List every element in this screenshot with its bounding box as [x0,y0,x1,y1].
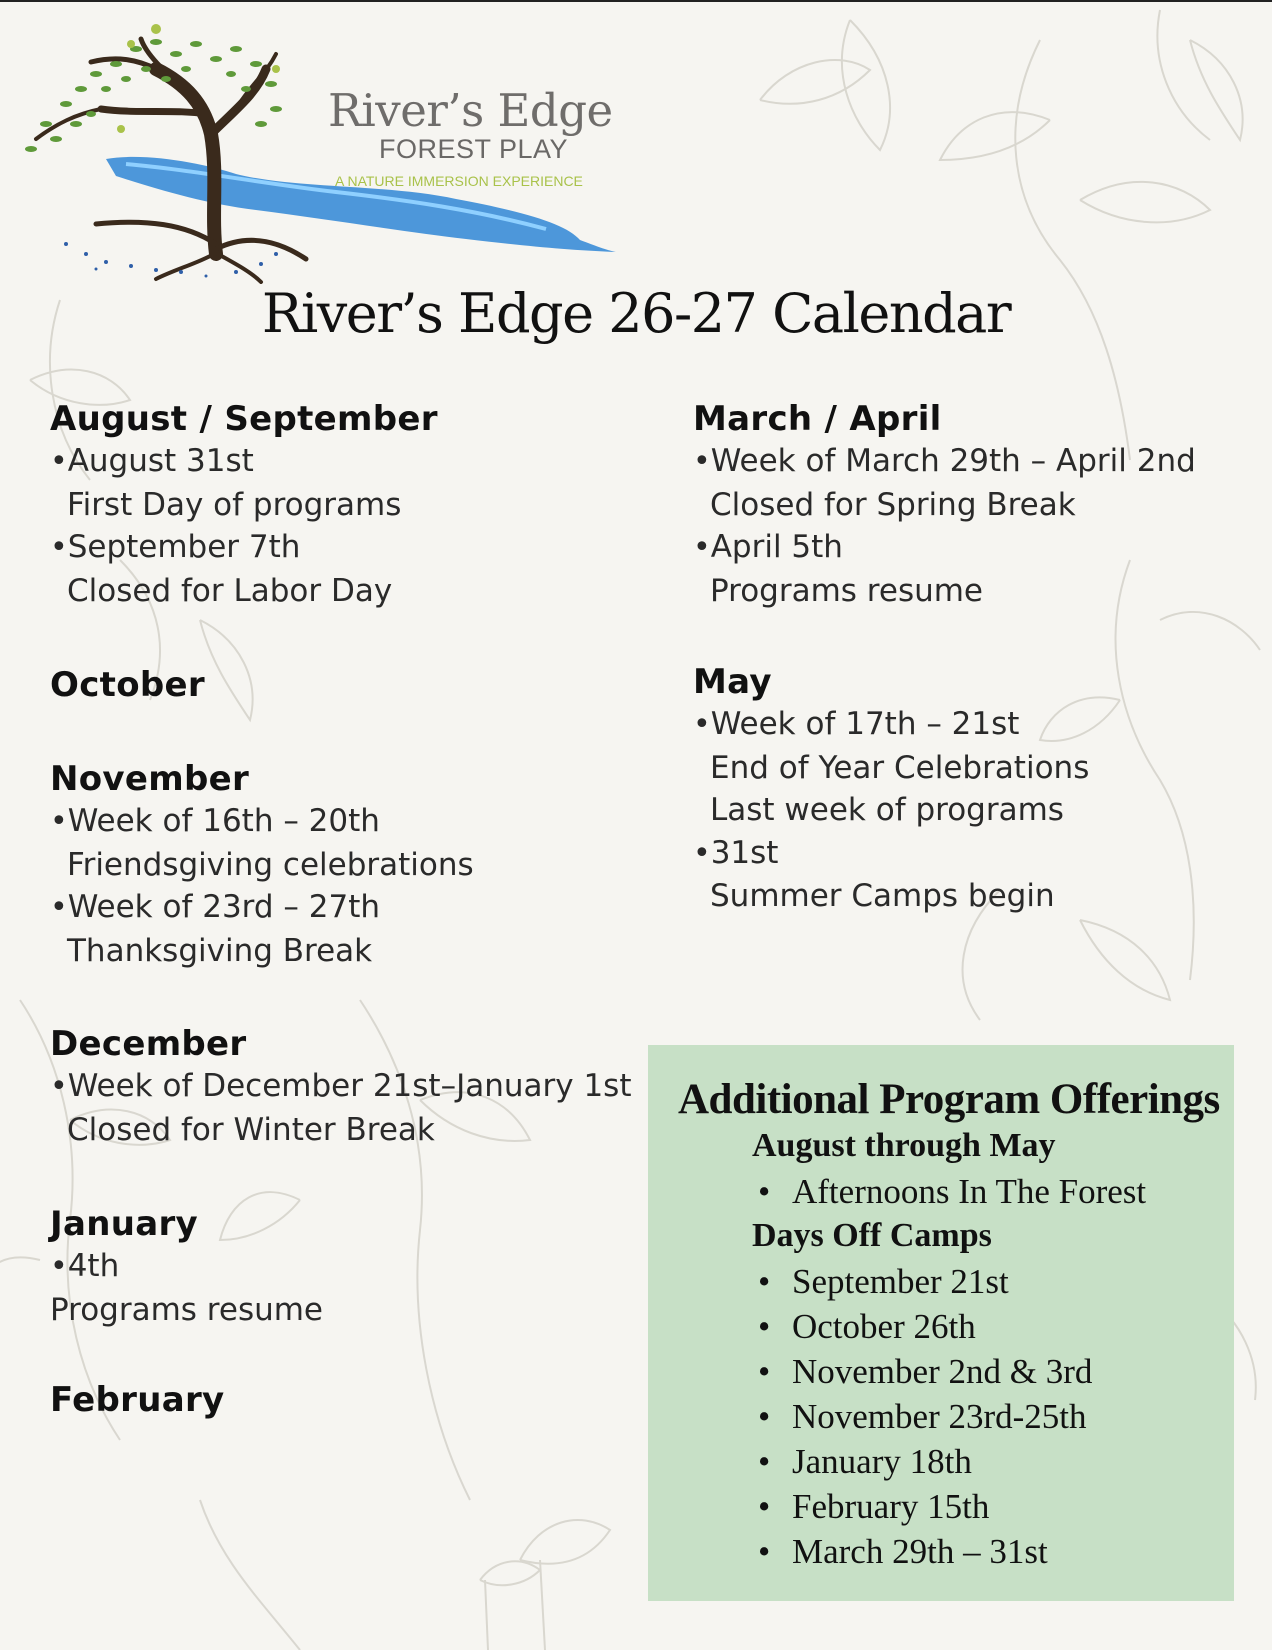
offerings-list [752,1169,1146,1214]
event-date: • Week of December 21st–January 1st [50,1065,632,1109]
event-note: Closed for Spring Break [710,486,1076,523]
month-march-april [693,398,1196,612]
list-item: • March 29th – 31st [752,1529,1092,1574]
list-item: • November 23rd-25th [752,1394,1092,1439]
month-february [50,1379,225,1421]
offerings-section-heading: Days Off Camps [752,1217,992,1254]
event-date: • Week of 23rd – 27th [50,886,474,930]
event-note: Programs resume [710,572,984,609]
event-date: • August 31st [50,440,438,484]
event-note: End of Year Celebrations [710,749,1090,786]
offerings-panel [648,1045,1234,1601]
list-item: • November 2nd & 3rd [752,1349,1092,1394]
event-note: Closed for Labor Day [67,572,393,609]
event-note: Last week of programs [710,792,1064,828]
event-note: Thanksgiving Break [67,932,373,969]
event-note: Programs resume [50,1291,324,1328]
brand-name: River’s Edge [328,84,613,137]
event-date: • September 7th [50,526,438,570]
event-date: • Week of March 29th – April 2nd [693,440,1196,484]
month-name: January [50,1204,198,1244]
month-name: October [50,665,205,705]
river-icon [106,157,616,252]
offerings-section-heading: August through May [752,1127,1056,1164]
list-item: • October 26th [752,1304,1092,1349]
month-name: March / April [693,399,942,439]
event-note: Summer Camps begin [710,878,1055,914]
month-may [693,661,1089,918]
brand-tagline: A NATURE IMMERSION EXPERIENCE [335,173,583,189]
page-title: River’s Edge 26-27 Calendar [261,282,1011,345]
event-date: • 31st [693,832,1089,876]
offerings-title: Additional Program Offerings [678,1076,1220,1123]
list-item: • Afternoons In The Forest [752,1169,1146,1214]
list-item: • January 18th [752,1439,1092,1484]
event-note: Friendsgiving celebrations [67,846,474,883]
event-date: • 4th [50,1245,323,1289]
event-note: First Day of programs [67,486,402,523]
list-item: • September 21st [752,1259,1092,1304]
month-name: February [50,1380,225,1420]
month-january [50,1203,323,1331]
month-december [50,1023,632,1151]
month-november [50,758,474,972]
brand-sub: FOREST PLAY [379,134,569,164]
month-august-september [50,398,438,612]
month-name: November [50,759,250,799]
logo [6,14,626,284]
month-name: August / September [50,399,438,439]
list-item: • February 15th [752,1484,1092,1529]
month-name: May [693,662,772,702]
event-date: • Week of 16th – 20th [50,800,474,844]
month-name: December [50,1024,247,1064]
event-date: • Week of 17th – 21st [693,703,1089,747]
offerings-list [752,1259,1092,1574]
event-date: • April 5th [693,526,1196,570]
month-october [50,664,205,706]
event-note: Closed for Winter Break [67,1111,435,1148]
